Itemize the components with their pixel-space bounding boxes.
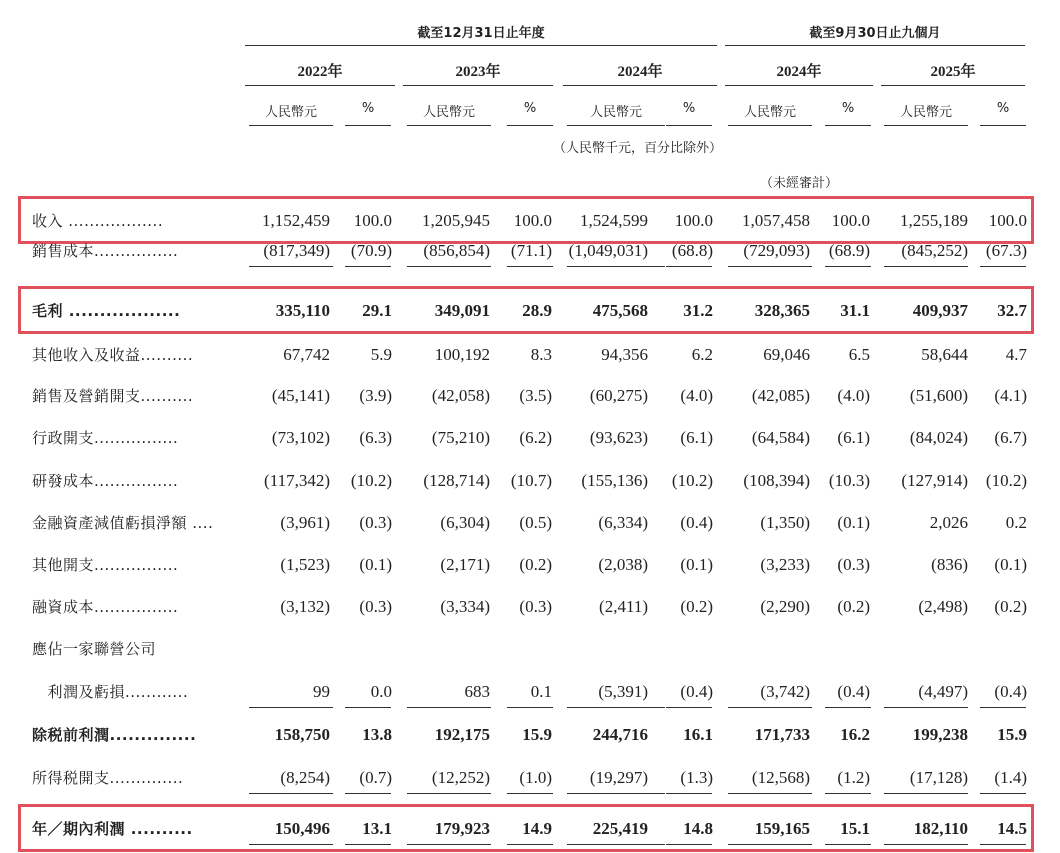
amount-cell: (2,171) — [440, 555, 490, 574]
percent-cell: (68.9) — [828, 241, 870, 260]
table-row — [0, 423, 1060, 453]
percent-cell: (6.7) — [994, 428, 1027, 447]
percent-column-header: % — [523, 101, 537, 116]
percent-cell: (0.3) — [519, 597, 552, 616]
amount-cell: (19,297) — [589, 768, 648, 787]
row-label: 行政開支................ — [32, 429, 179, 447]
amount-cell: (8,254) — [280, 768, 330, 787]
percent-cell: (0.1) — [359, 555, 392, 574]
amount-cell: (3,233) — [760, 555, 810, 574]
row-label: 所得税開支.............. — [32, 769, 184, 787]
percent-cell: 6.5 — [848, 345, 870, 364]
amount-cell: (75,210) — [431, 428, 490, 447]
year-rule — [403, 85, 553, 86]
amount-cell: 1,205,945 — [422, 211, 490, 230]
percent-cell: (0.5) — [519, 513, 552, 532]
amount-cell: (73,102) — [271, 428, 330, 447]
percent-cell: 13.1 — [362, 819, 392, 838]
amount-cell: (1,049,031) — [568, 241, 648, 260]
highlight-box — [18, 804, 1034, 852]
table-row — [0, 340, 1060, 370]
cell-underline — [884, 707, 968, 708]
table-row — [0, 592, 1060, 622]
row-label: 銷售成本................ — [32, 242, 179, 260]
cell-underline — [507, 793, 553, 794]
percent-cell: (0.4) — [680, 513, 713, 532]
column-header-rule — [249, 125, 333, 126]
percent-cell: (0.3) — [837, 555, 870, 574]
column-header-rule — [567, 125, 665, 126]
cell-underline — [825, 707, 871, 708]
cell-underline — [666, 707, 712, 708]
table-row — [0, 677, 1060, 707]
amount-cell: 100,192 — [434, 345, 490, 364]
amount-cell: (12,568) — [751, 768, 810, 787]
amount-cell: (6,304) — [440, 513, 490, 532]
percent-cell: (0.7) — [359, 768, 392, 787]
amount-cell: 94,356 — [601, 345, 648, 364]
percent-cell: 14.5 — [997, 819, 1027, 838]
amount-cell: 225,419 — [592, 819, 648, 838]
cell-underline — [345, 793, 391, 794]
percent-cell: (0.4) — [994, 682, 1027, 701]
percent-cell: (10.7) — [510, 471, 552, 490]
cell-underline — [884, 793, 968, 794]
amount-cell: 69,046 — [763, 345, 810, 364]
percent-cell: (0.2) — [680, 597, 713, 616]
amount-cell: (93,623) — [589, 428, 648, 447]
amount-cell: 328,365 — [754, 301, 810, 320]
amount-cell: (51,600) — [909, 386, 968, 405]
column-header-rule — [980, 125, 1026, 126]
amount-cell: (84,024) — [909, 428, 968, 447]
amount-cell: 58,644 — [921, 345, 968, 364]
percent-cell: 0.1 — [530, 682, 552, 701]
row-label: 應佔一家聯營公司 — [32, 640, 157, 658]
percent-cell: (6.1) — [837, 428, 870, 447]
percent-column-header: % — [996, 101, 1010, 116]
year-header: 2022年 — [297, 64, 343, 80]
cell-underline — [567, 707, 665, 708]
period-9m-rule — [725, 45, 1025, 46]
percent-cell: (0.4) — [837, 682, 870, 701]
percent-cell: (71.1) — [510, 241, 552, 260]
percent-cell: (0.2) — [994, 597, 1027, 616]
amount-cell: 2,026 — [929, 513, 968, 532]
amount-cell: (729,093) — [743, 241, 810, 260]
column-header-rule — [884, 125, 968, 126]
column-header-rule — [507, 125, 553, 126]
table-row — [0, 508, 1060, 538]
percent-cell: (3.9) — [359, 386, 392, 405]
amount-cell: 475,568 — [592, 301, 648, 320]
cell-underline — [980, 266, 1026, 267]
percent-cell: 15.9 — [522, 725, 552, 744]
amount-cell: (17,128) — [909, 768, 968, 787]
amount-cell: 335,110 — [275, 301, 330, 320]
percent-column-header: % — [682, 101, 696, 116]
percent-cell: 0.2 — [1005, 513, 1027, 532]
percent-cell: (0.3) — [359, 513, 392, 532]
percent-cell: (67.3) — [985, 241, 1027, 260]
percent-cell: (4.0) — [837, 386, 870, 405]
amount-cell: (60,275) — [589, 386, 648, 405]
amount-cell: 1,255,189 — [900, 211, 968, 230]
currency-column-header: 人民幣元 — [589, 105, 642, 120]
row-label: 其他收入及收益.......... — [32, 346, 194, 364]
row-label: 研發成本................ — [32, 472, 179, 490]
table-row — [0, 763, 1060, 793]
percent-column-header: % — [841, 101, 855, 116]
percent-cell: (68.8) — [671, 241, 713, 260]
cell-underline — [884, 266, 968, 267]
amount-cell: 192,175 — [434, 725, 490, 744]
cell-underline — [666, 793, 712, 794]
amount-cell: (5,391) — [598, 682, 648, 701]
amount-cell: 244,716 — [592, 725, 648, 744]
amount-cell: 683 — [464, 682, 490, 701]
currency-column-header: 人民幣元 — [743, 105, 796, 120]
column-header-rule — [407, 125, 491, 126]
percent-cell: 29.1 — [362, 301, 392, 320]
amount-cell: (117,342) — [264, 471, 330, 490]
row-label: 其他開支................ — [32, 556, 179, 574]
cell-underline — [407, 266, 491, 267]
percent-cell: 14.8 — [683, 819, 713, 838]
percent-cell: (70.9) — [350, 241, 392, 260]
period-fy-rule — [245, 45, 717, 46]
amount-cell: (3,961) — [280, 513, 330, 532]
row-label: 除税前利潤.............. — [32, 726, 197, 744]
row-label: 利潤及虧損............ — [32, 683, 189, 701]
amount-cell: 349,091 — [434, 301, 490, 320]
amount-cell: 171,733 — [754, 725, 810, 744]
cell-underline — [825, 266, 871, 267]
percent-cell: 31.1 — [840, 301, 870, 320]
percent-cell: (1.2) — [837, 768, 870, 787]
row-label: 毛利 .................. — [32, 302, 181, 320]
amount-cell: (845,252) — [901, 241, 968, 260]
cell-underline — [728, 707, 812, 708]
percent-cell: (4.1) — [994, 386, 1027, 405]
amount-cell: (836) — [931, 555, 968, 574]
amount-cell: (45,141) — [271, 386, 330, 405]
amount-cell: 1,152,459 — [262, 211, 330, 230]
amount-cell: (12,252) — [431, 768, 490, 787]
percent-cell: 15.9 — [997, 725, 1027, 744]
table-row — [0, 466, 1060, 496]
amount-cell: 1,057,458 — [742, 211, 810, 230]
year-rule — [725, 85, 873, 86]
percent-cell: (1.0) — [519, 768, 552, 787]
cell-underline — [728, 266, 812, 267]
period-fy-header: 截至12月31日止年度 — [417, 26, 545, 41]
amount-cell: (128,714) — [423, 471, 490, 490]
cell-underline — [507, 707, 553, 708]
amount-cell: (1,523) — [280, 555, 330, 574]
amount-cell: (4,497) — [918, 682, 968, 701]
table-row — [0, 634, 1060, 664]
percent-cell: (6.1) — [680, 428, 713, 447]
amount-cell: (3,334) — [440, 597, 490, 616]
column-header-rule — [728, 125, 812, 126]
year-header: 2024年 — [617, 64, 663, 80]
percent-cell: (0.1) — [837, 513, 870, 532]
percent-cell: (0.4) — [680, 682, 713, 701]
amount-cell: (108,394) — [743, 471, 810, 490]
cell-underline — [980, 793, 1026, 794]
column-header-rule — [666, 125, 712, 126]
amount-cell: 158,750 — [274, 725, 330, 744]
cell-underline — [567, 793, 665, 794]
cell-underline — [407, 793, 491, 794]
cell-underline — [249, 266, 333, 267]
period-9m-header: 截至9月30日止九個月 — [809, 26, 941, 41]
cell-underline — [666, 266, 712, 267]
unit-note: （人民幣千元，百分比除外） — [553, 141, 723, 156]
amount-cell: (3,742) — [760, 682, 810, 701]
percent-cell: 100.0 — [988, 211, 1027, 230]
percent-cell: (0.1) — [994, 555, 1027, 574]
percent-cell: (1.3) — [680, 768, 713, 787]
amount-cell: 99 — [313, 682, 330, 701]
percent-cell: 100.0 — [831, 211, 870, 230]
row-label: 收入 .................. — [32, 212, 164, 230]
percent-cell: 4.7 — [1005, 345, 1027, 364]
percent-cell: 5.9 — [370, 345, 392, 364]
percent-cell: (10.2) — [985, 471, 1027, 490]
percent-cell: (10.3) — [828, 471, 870, 490]
currency-column-header: 人民幣元 — [899, 105, 952, 120]
amount-cell: (2,290) — [760, 597, 810, 616]
amount-cell: 179,923 — [434, 819, 490, 838]
year-header: 2023年 — [455, 64, 501, 80]
highlight-box — [18, 286, 1034, 334]
amount-cell: (817,349) — [263, 241, 330, 260]
amount-cell: (2,498) — [918, 597, 968, 616]
percent-cell: (6.3) — [359, 428, 392, 447]
percent-cell: 16.2 — [840, 725, 870, 744]
year-rule — [563, 85, 717, 86]
percent-cell: 14.9 — [522, 819, 552, 838]
amount-cell: (2,038) — [598, 555, 648, 574]
amount-cell: 159,165 — [754, 819, 810, 838]
cell-underline — [980, 707, 1026, 708]
amount-cell: (1,350) — [760, 513, 810, 532]
table-row — [0, 381, 1060, 411]
amount-cell: (64,584) — [751, 428, 810, 447]
amount-cell: (856,854) — [423, 241, 490, 260]
percent-cell: 15.1 — [840, 819, 870, 838]
year-header: 2024年 — [776, 64, 822, 80]
cell-underline — [825, 793, 871, 794]
percent-cell: (10.2) — [671, 471, 713, 490]
percent-cell: 16.1 — [683, 725, 713, 744]
percent-cell: (4.0) — [680, 386, 713, 405]
percent-column-header: % — [361, 101, 375, 116]
percent-cell: (10.2) — [350, 471, 392, 490]
currency-column-header: 人民幣元 — [422, 105, 475, 120]
cell-underline — [407, 707, 491, 708]
amount-cell: 409,937 — [912, 301, 968, 320]
cell-underline — [249, 707, 333, 708]
table-row — [0, 236, 1060, 266]
amount-cell: 150,496 — [274, 819, 330, 838]
row-label: 融資成本................ — [32, 598, 179, 616]
percent-cell: 8.3 — [530, 345, 552, 364]
percent-cell: 0.0 — [370, 682, 392, 701]
amount-cell: (42,085) — [751, 386, 810, 405]
table-row — [0, 720, 1060, 750]
column-header-rule — [825, 125, 871, 126]
amount-cell: (127,914) — [901, 471, 968, 490]
percent-cell: 100.0 — [353, 211, 392, 230]
currency-column-header: 人民幣元 — [264, 105, 317, 120]
row-label: 年／期內利潤 .......... — [32, 820, 193, 838]
percent-cell: 28.9 — [522, 301, 552, 320]
amount-cell: (6,334) — [598, 513, 648, 532]
year-rule — [881, 85, 1025, 86]
cell-underline — [345, 266, 391, 267]
amount-cell: (2,411) — [599, 597, 648, 616]
percent-cell: 13.8 — [362, 725, 392, 744]
cell-underline — [507, 266, 553, 267]
amount-cell: 67,742 — [283, 345, 330, 364]
percent-cell: (6.2) — [519, 428, 552, 447]
unaudited-note: （未經審計） — [760, 176, 839, 191]
year-rule — [245, 85, 395, 86]
amount-cell: (3,132) — [280, 597, 330, 616]
cell-underline — [567, 266, 665, 267]
percent-cell: 100.0 — [513, 211, 552, 230]
percent-cell: (1.4) — [994, 768, 1027, 787]
percent-cell: (3.5) — [519, 386, 552, 405]
cell-underline — [728, 793, 812, 794]
percent-cell: 32.7 — [997, 301, 1027, 320]
percent-cell: (0.2) — [519, 555, 552, 574]
percent-cell: 100.0 — [674, 211, 713, 230]
amount-cell: (155,136) — [581, 471, 648, 490]
amount-cell: 1,524,599 — [580, 211, 648, 230]
amount-cell: 199,238 — [912, 725, 968, 744]
row-label: 金融資產減值虧損淨額 .... — [32, 514, 214, 532]
row-label: 銷售及營銷開支.......... — [32, 387, 194, 405]
percent-cell: 6.2 — [691, 345, 713, 364]
cell-underline — [249, 793, 333, 794]
percent-cell: 31.2 — [683, 301, 713, 320]
amount-cell: (42,058) — [431, 386, 490, 405]
column-header-rule — [345, 125, 391, 126]
percent-cell: (0.1) — [680, 555, 713, 574]
amount-cell: 182,110 — [913, 819, 968, 838]
cell-underline — [345, 707, 391, 708]
table-row — [0, 550, 1060, 580]
percent-cell: (0.3) — [359, 597, 392, 616]
year-header: 2025年 — [930, 64, 976, 80]
percent-cell: (0.2) — [837, 597, 870, 616]
